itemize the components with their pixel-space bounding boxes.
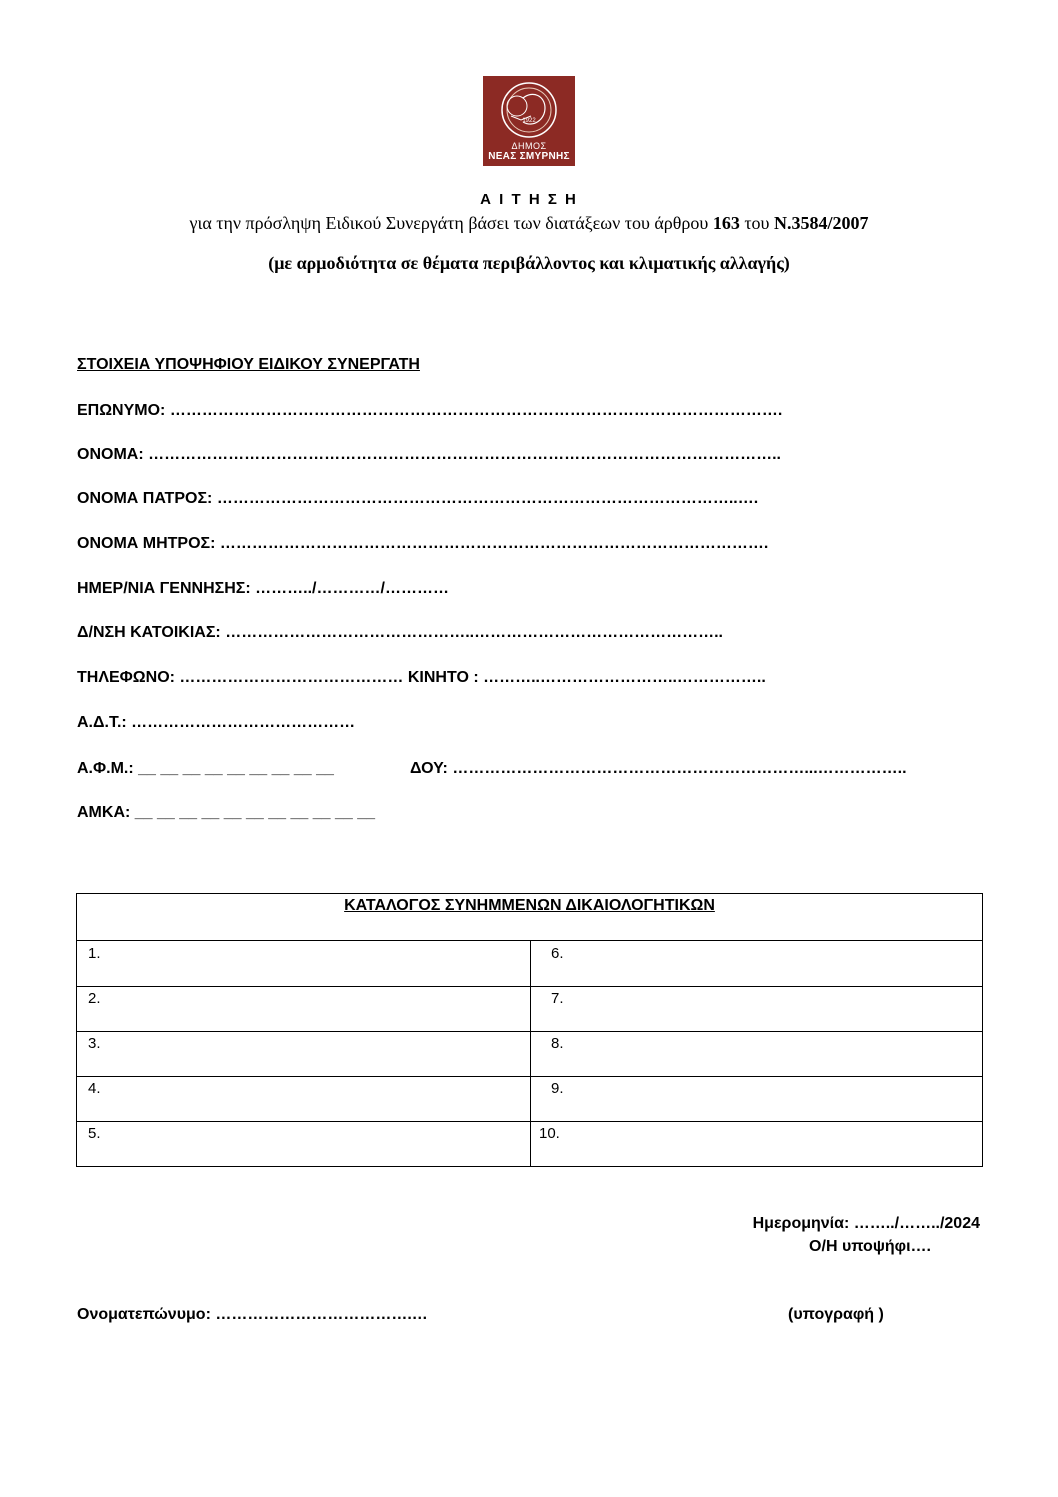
municipality-logo [483,76,575,166]
amka-field[interactable]: ΑΜΚΑ: __ __ __ __ __ __ __ __ __ __ __ [77,804,375,821]
surname-field[interactable]: ΕΠΩΝΥΜΟ: ……………………………………………………………………………………………………. [77,402,783,419]
attachment-row [77,1121,982,1166]
address-field[interactable]: Δ/ΝΣΗ ΚΑΤΟΙΚΙΑΣ: ………………………………………..……………………………………….. [77,624,723,641]
municipality-emblem-icon [483,76,575,146]
document-subtitle [0,213,1058,234]
name-field[interactable]: ΟΝΟΜΑ: ……………………………………………………………………………………………………….. [77,446,781,463]
candidate-label: Ο/Η υποψήφι…. [809,1238,931,1255]
attachment-cell[interactable]: 4. [88,1080,101,1097]
attachment-cell[interactable]: 5. [88,1125,101,1142]
attachment-cell[interactable]: 10. [539,1125,560,1142]
candidate-section-heading: ΣΤΟΙΧΕΙΑ ΥΠΟΨΗΦΙΟΥ ΕΙΔΙΚΟΥ ΣΥΝΕΡΓΑΤΗ [77,356,420,373]
father-name-field[interactable]: ΟΝΟΜΑ ΠΑΤΡΟΣ: ……………………………………………………………………………………..…. [77,490,759,507]
attachments-heading: ΚΑΤΑΛΟΓΟΣ ΣΥΝΗΜΜΕΝΩΝ ΔΙΚΑΙΟΛΟΓΗΤΙΚΩΝ [344,897,715,914]
subtitle-law: Ν.3584/2007 [773,213,869,233]
attachment-cell[interactable]: 1. [88,945,101,962]
svg-text:1922: 1922 [522,118,536,124]
logo-text-line2: ΝΕΑΣ ΣΜΥΡΝΗΣ [488,151,570,162]
subtitle-mid: του [739,213,774,233]
attachment-cell[interactable]: 6. [551,945,564,962]
phone-field[interactable]: ΤΗΛΕΦΩΝΟ: …………………………………… ΚΙΝΗΤΟ : ………..……………………..…………….. [77,669,766,686]
document-heading: Α Ι Τ Η Σ Η [480,191,578,208]
document-scope: (με αρμοδιότητα σε θέματα περιβάλλοντος και κλιματικής αλλαγής) [268,253,790,273]
date-field[interactable]: Ημερομηνία: ……../……../2024 [752,1215,980,1232]
attachment-row [77,1031,982,1077]
doy-field[interactable]: ΔΟΥ: …………………………………………………………...…………….. [410,760,907,777]
attachment-cell[interactable]: 9. [551,1080,564,1097]
subtitle-article: 163 [712,213,740,233]
birth-date-field[interactable]: ΗΜΕΡ/ΝΙΑ ΓΕΝΝΗΣΗΣ: ………../…………/………… [77,580,449,597]
logo-text-line1: ΔΗΜΟΣ [511,141,547,151]
attachment-cell[interactable]: 7. [551,990,564,1007]
attachment-row [77,941,982,987]
id-card-field[interactable]: Α.Δ.Τ.: …………………………………… [77,714,356,731]
attachment-cell[interactable]: 3. [88,1035,101,1052]
attachment-cell[interactable]: 8. [551,1035,564,1052]
attachment-row [77,986,982,1032]
attachment-cell[interactable]: 2. [88,990,101,1007]
full-name-field[interactable]: Ονοματεπώνυμο: ……………………………….… [77,1306,428,1323]
mother-name-field[interactable]: ΟΝΟΜΑ ΜΗΤΡΟΣ: …………………………………………………………………………………………. [77,535,769,552]
attachments-table-header [77,894,982,941]
signature-label: (υπογραφή ) [788,1306,884,1323]
attachment-row [77,1076,982,1122]
afm-field[interactable]: Α.Φ.Μ.: __ __ __ __ __ __ __ __ __ [77,760,334,777]
subtitle-prefix: για την πρόσληψη Ειδικού Συνεργάτη βάσει των διατάξεων του άρθρου [189,213,713,233]
attachments-table [76,893,983,1167]
